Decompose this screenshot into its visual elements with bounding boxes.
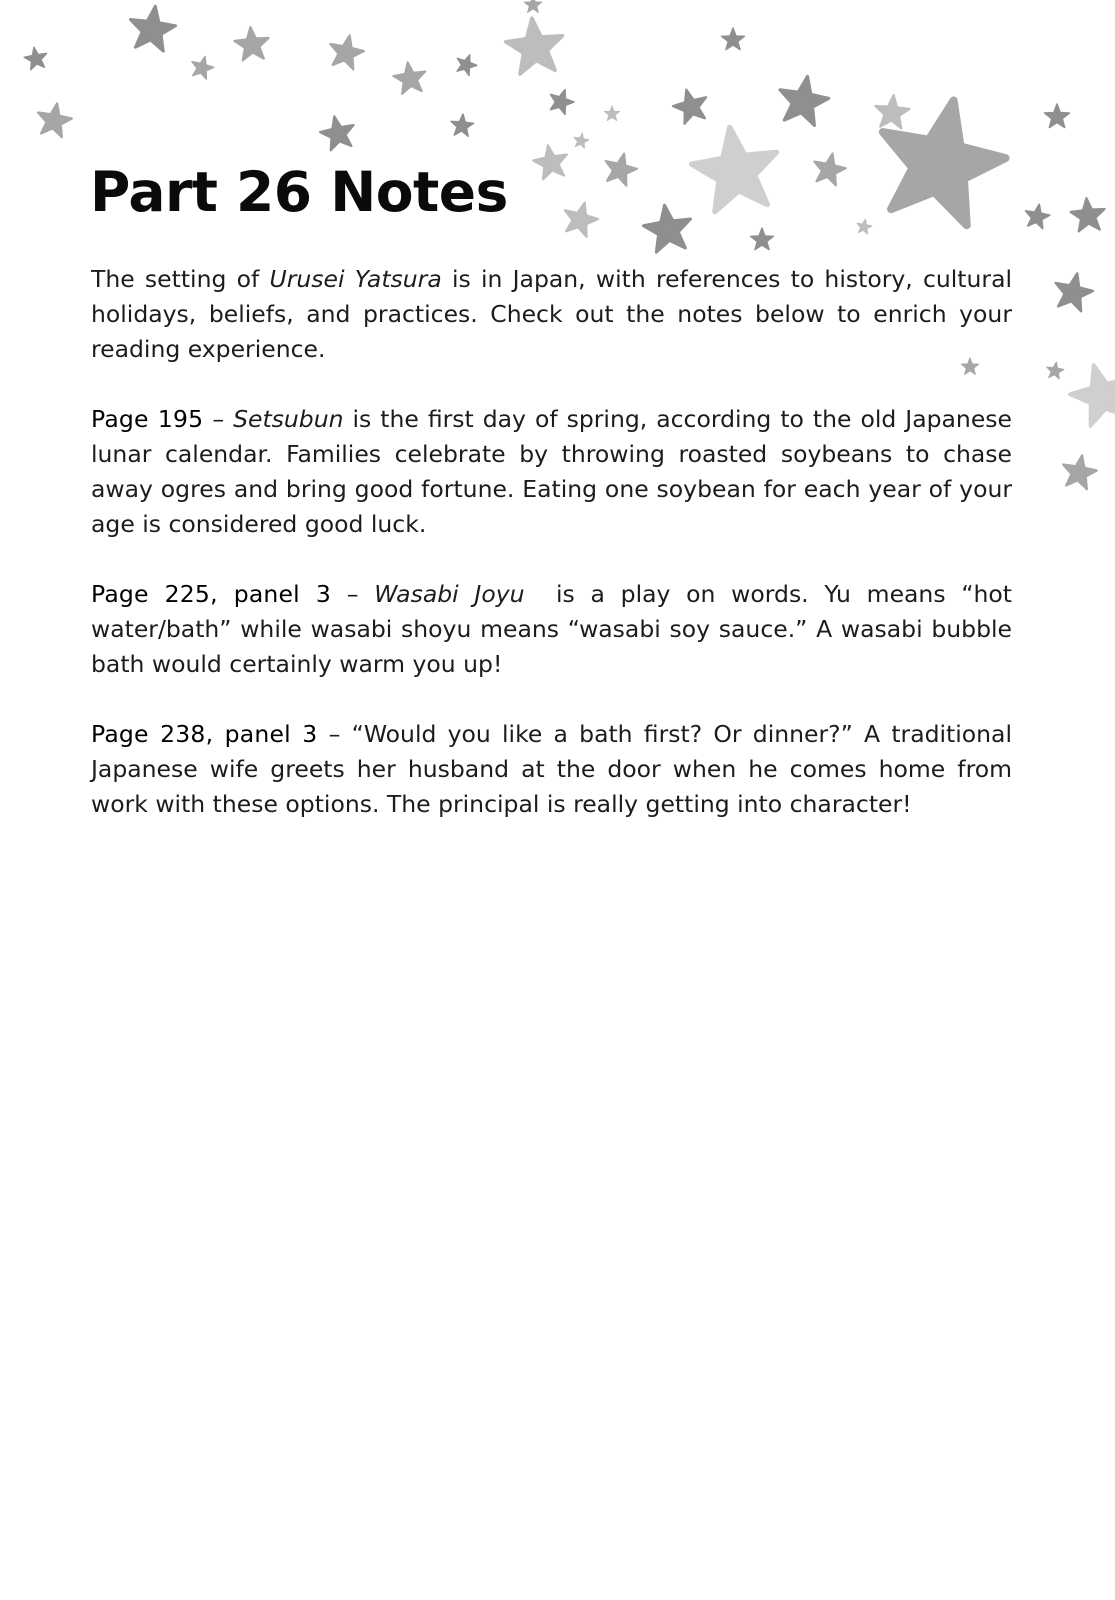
star-icon [320,116,354,150]
series-title: Urusei Yatsura [269,265,442,293]
star-icon [875,95,909,128]
note-page-238: Page 238, panel 3 – “Would you like a bath first? Or dinner?” A traditional Japanese wife greets her husband at the door when he comes home from work with these options. The principal is really getting into character! [91,720,1012,818]
page-title: Part 26 Notes [90,160,508,224]
star-icon [533,145,567,179]
star-icon [1047,362,1064,379]
note-reference: Page 225, panel 3 [91,580,331,608]
star-icon [565,203,598,237]
note-term: Setsubun [233,405,344,433]
note-reference: Page 238, panel 3 [91,720,318,748]
note-page-195: Page 195 – Setsubun is the first day of spring, according to the old Japanese lunar calendar. Families celebrate by throwing roasted soybeans to chase away ogres and bring good fortune. Eating one soybean for each year of your age is considered good luck. [91,405,1012,538]
intro-paragraph: The setting of Urusei Yatsura is in Japan, with references to history, cultural holidays, beliefs, and practices. Check out the notes below to enrich your reading experience. [91,265,1013,363]
star-icon [451,114,474,136]
star-icon [780,76,829,125]
star-icon [722,28,745,50]
star-icon [643,205,690,252]
star-icon [1056,273,1093,311]
star-icon [604,106,619,121]
star-icon [751,228,774,250]
notes-body [91,262,1020,857]
star-icon [1070,365,1115,426]
star-icon [457,55,477,76]
star-icon [574,133,589,148]
star-icon [606,154,637,186]
star-icon [692,127,777,211]
note-reference: Page 195 [91,405,204,433]
note-page-225: Page 225, panel 3 – Wasabi Joyu is a play on words. Yu means “hot water/bath” while wasabi shoyu means “wasabi soy sauce.” A wasabi bubble bath would certainly warm you up! [91,580,1020,678]
star-icon [1071,198,1105,231]
star-icon [857,219,872,234]
star-icon [524,0,541,12]
star-icon [330,35,364,69]
star-icon [1045,104,1070,128]
star-icon [551,90,575,115]
star-icon [24,47,46,70]
star-icon [38,103,72,137]
star-icon [393,62,425,94]
note-term: Wasabi Joyu [374,580,525,608]
star-icon [130,6,175,51]
star-icon [506,18,563,74]
star-icon [1026,204,1050,229]
star-icon [673,90,706,124]
star-icon [814,153,846,185]
star-icon [235,27,269,60]
star-icon [192,56,214,79]
star-icon [1063,455,1097,489]
star-icon [883,100,1006,225]
